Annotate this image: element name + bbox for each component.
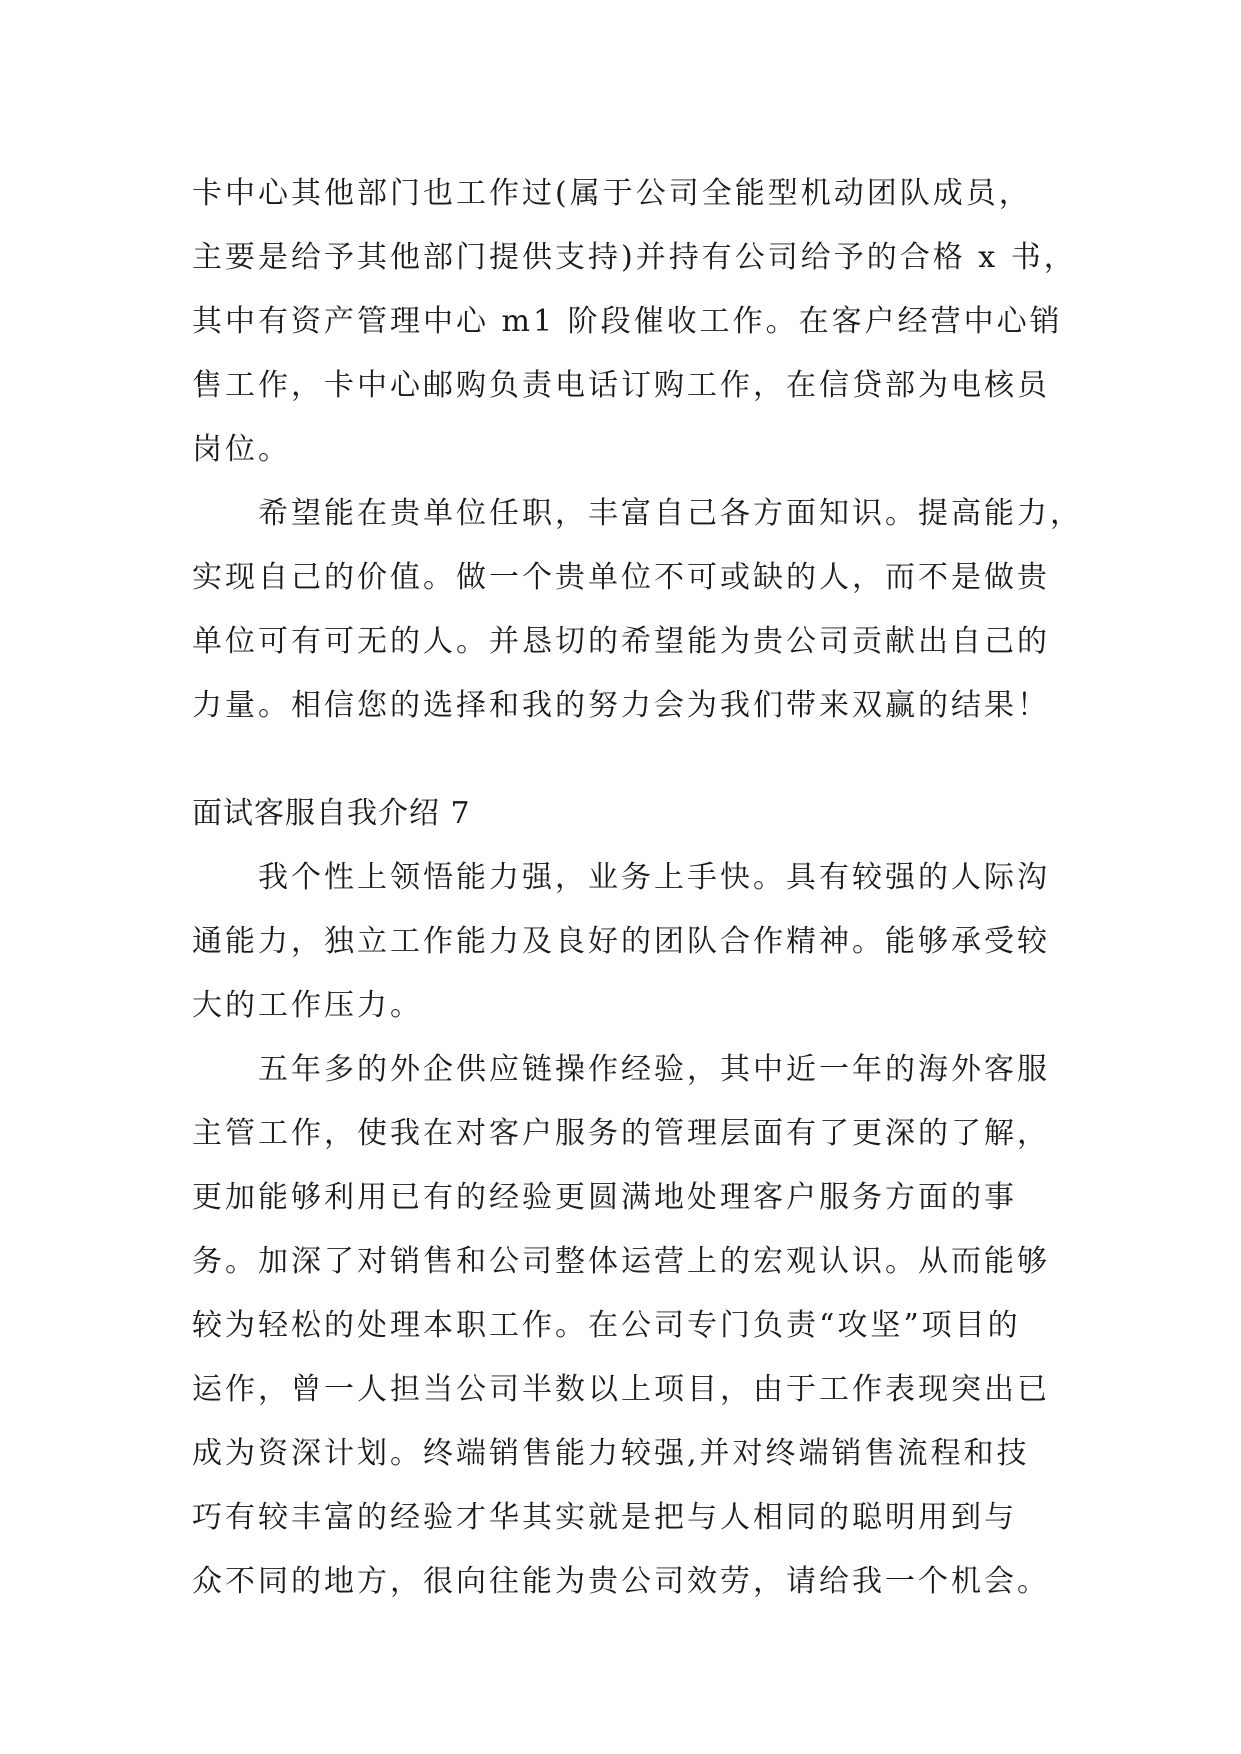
text-line: 务。加深了对销售和公司整体运营上的宏观认识。从而能够: [192, 1244, 1050, 1279]
text-line: 实现自己的价值。做一个贵单位不可或缺的人，而不是做贵: [192, 560, 1050, 595]
text-line: 通能力，独立工作能力及良好的团队合作精神。能够承受较: [192, 924, 1050, 959]
text-line: 运作，曾一人担当公司半数以上项目，由于工作表现突出已: [192, 1372, 1050, 1407]
paragraph-experience: [192, 1038, 1052, 1614]
text-line: 成为资深计划。终端销售能力较强,并对终端销售流程和技: [192, 1436, 1030, 1471]
text-line: 巧有较丰富的经验才华其实就是把与人相同的聪明用到与: [192, 1500, 1017, 1535]
text-line: 主管工作，使我在对客户服务的管理层面有了更深的了解，: [192, 1116, 1050, 1151]
text-line: 售工作，卡中心邮购负责电话订购工作，在信贷部为电核员: [192, 368, 1050, 403]
text-line: 卡中心其他部门也工作过(属于公司全能型机动团队成员，: [192, 176, 1032, 211]
text-line: 主要是给予其他部门提供支持)并持有公司给予的合格 x 书，: [192, 240, 1077, 275]
section-title: 面试客服自我介绍 7: [192, 796, 471, 831]
section-spacer: [192, 738, 1052, 782]
paragraph-personality: [192, 846, 1052, 1038]
text-line: 我个性上领悟能力强，业务上手快。具有较强的人际沟: [258, 860, 1050, 895]
paragraph-work-history: [192, 162, 1077, 482]
paragraph-hope: [192, 482, 1083, 738]
text-line: 单位可有可无的人。并恳切的希望能为贵公司贡献出自己的: [192, 624, 1050, 659]
text-line: 希望能在贵单位任职，丰富自己各方面知识。提高能力，: [258, 496, 1083, 531]
text-line: 众不同的地方，很向往能为贵公司效劳，请给我一个机会。: [192, 1564, 1050, 1599]
document-page: [192, 162, 1083, 1614]
text-line: 更加能够利用已有的经验更圆满地处理客户服务方面的事: [192, 1180, 1017, 1215]
text-line: 其中有资产管理中心 m1 阶段催收工作。在客户经营中心销: [192, 304, 1063, 339]
text-line: 力量。相信您的选择和我的努力会为我们带来双赢的结果！: [192, 688, 1050, 723]
text-line: 较为轻松的处理本职工作。在公司专门负责“攻坚”项目的: [192, 1308, 1021, 1343]
text-line: 岗位。: [192, 432, 291, 467]
text-line: 五年多的外企供应链操作经验，其中近一年的海外客服: [258, 1052, 1050, 1087]
text-line: 大的工作压力。: [192, 988, 423, 1023]
